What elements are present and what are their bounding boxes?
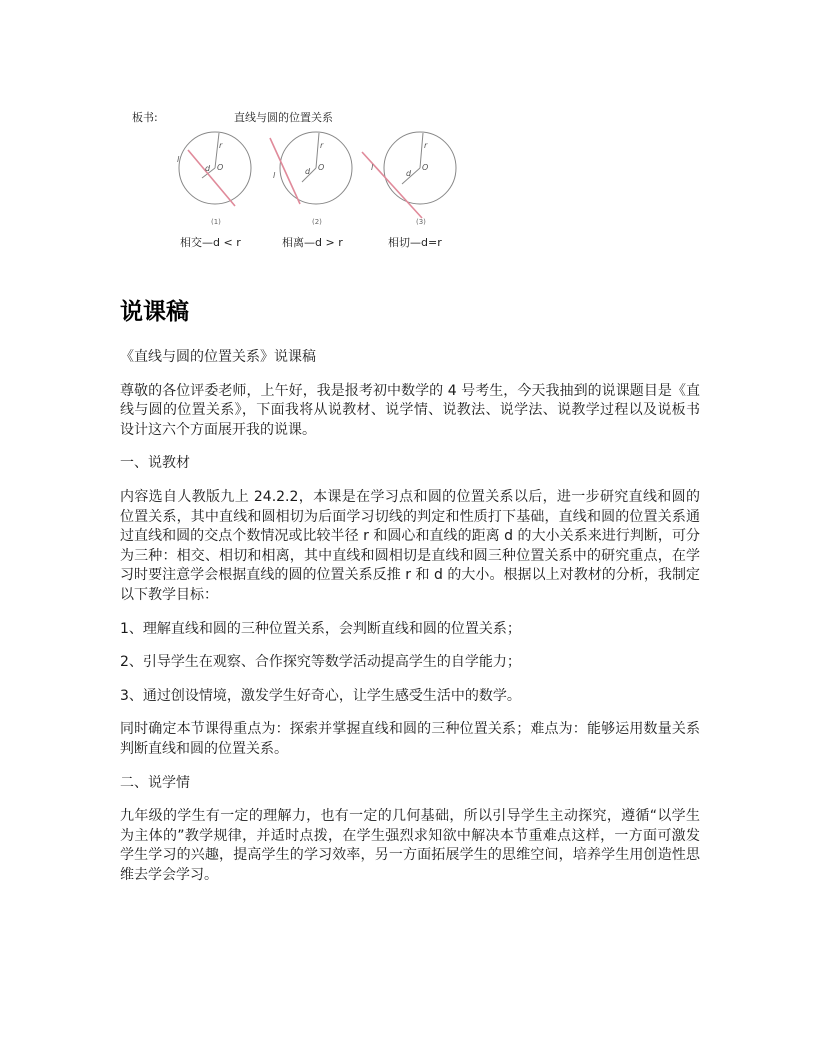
svg-text:d: d xyxy=(205,164,211,173)
key-points-paragraph: 同时确定本节课得重点为：探索并掌握直线和圆的三种位置关系；难点为：能够运用数量关系判断直线和圆的位置关系。 xyxy=(120,721,700,757)
figure-tangent xyxy=(362,132,456,226)
svg-text:l: l xyxy=(273,171,276,180)
goal-2: 2、引导学生在观察、合作探究等数学活动提高学生的自学能力； xyxy=(120,654,521,671)
caption-separate: 相离—d > r xyxy=(282,236,343,249)
svg-text:O: O xyxy=(217,163,224,172)
students-paragraph: 九年级的学生有一定的理解力，也有一定的几何基础，所以引导学生主动探究，遵循“以学生为主体的”教学规律，并适时点拨，在学生强烈求知欲中解决本节重难点这样，一方面可激发学生学习的兴趣，提高学生的学习效率，另一方面拓展学生的思维空间，培养学生用创造性思维去学会学习。 xyxy=(120,808,700,883)
document-body xyxy=(120,348,700,899)
svg-text:d: d xyxy=(406,169,412,178)
svg-text:r: r xyxy=(424,141,428,150)
svg-text:(3): (3) xyxy=(416,218,426,226)
svg-text:r: r xyxy=(320,141,324,150)
blackboard-figure xyxy=(120,100,500,260)
figure-intersect xyxy=(177,132,251,226)
svg-text:l: l xyxy=(177,155,180,164)
svg-text:d: d xyxy=(305,167,311,176)
board-title: 直线与圆的位置关系 xyxy=(234,111,333,124)
svg-text:O: O xyxy=(318,163,325,172)
svg-text:l: l xyxy=(371,163,374,172)
svg-text:(1): (1) xyxy=(211,218,221,226)
svg-text:(2): (2) xyxy=(312,218,322,226)
section-heading-students: 二、说学情 xyxy=(120,774,190,791)
svg-text:r: r xyxy=(219,141,223,150)
section-heading-textbook: 一、说教材 xyxy=(120,455,190,472)
doc-title-line: 《直线与圆的位置关系》说课稿 xyxy=(120,349,316,365)
svg-text:O: O xyxy=(422,163,429,172)
board-label: 板书: xyxy=(132,111,158,124)
caption-intersect: 相交—d < r xyxy=(180,236,241,249)
page-heading: 说课稿 xyxy=(120,299,189,325)
goal-1: 1、理解直线和圆的三种位置关系，会判断直线和圆的位置关系； xyxy=(120,620,521,637)
intro-paragraph: 尊敬的各位评委老师，上午好，我是报考初中数学的 4 号考生，今天我抽到的说课题目是《直线与圆的位置关系》，下面我将从说教材、说学情、说教法、说学法、说教学过程以及说板书设计这六个方面展开我的说课。 xyxy=(120,382,700,438)
line-l-tangent xyxy=(362,152,422,218)
figure-separate xyxy=(270,132,352,226)
textbook-paragraph: 内容选自人教版九上 24.2.2，本课是在学习点和圆的位置关系以后，进一步研究直线和圆的位置关系，其中直线和圆相切为后面学习切线的判定和性质打下基础，直线和圆的位置关系通过直线和圆的交点个数情况或比较半径 r 和圆心和直线的距离 d 的大小关系来进行判断，可分为三种：相交、相切和相离，其中直线和圆相切是直线和圆三种位置关系中的研究重点，在学习时要注意学会根据直线的圆的位置关系反推 r 和 d 的大小。根据以上对教材的分析，我制定以下教学目标： xyxy=(120,488,700,603)
caption-tangent: 相切—d=r xyxy=(388,236,442,249)
goal-3: 3、通过创设情境，激发学生好奇心，让学生感受生活中的数学。 xyxy=(120,687,521,704)
